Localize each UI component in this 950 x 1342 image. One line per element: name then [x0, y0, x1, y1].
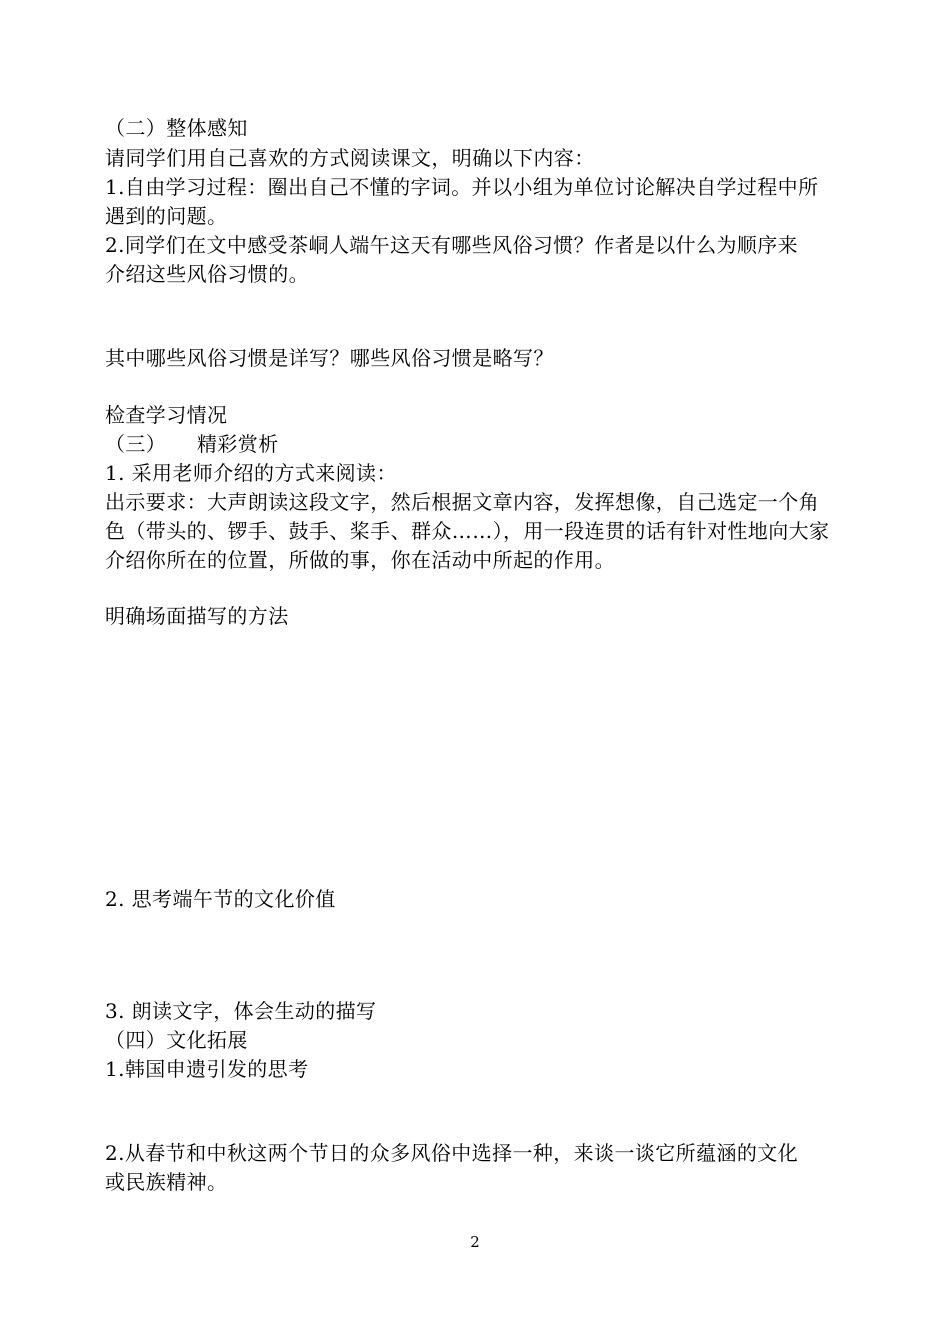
- section-heading-overall-perception: （二）整体感知: [105, 116, 248, 140]
- section-heading-appreciation: （三） 精彩赏析: [105, 432, 279, 456]
- extension-item-2-line-2: 或民族精神。: [105, 1170, 228, 1194]
- extension-item-1: 1.韩国申遗引发的思考: [105, 1057, 309, 1081]
- appreciation-item-2: 2. 思考端午节的文化价值: [105, 887, 336, 911]
- scene-description-method: 明确场面描写的方法: [105, 604, 289, 628]
- requirement-line-2: 色（带头的、锣手、鼓手、桨手、群众……），用一段连贯的话有针对性地向大家: [105, 519, 830, 543]
- task-2-line-1: 2.同学们在文中感受茶峒人端午这天有哪些风俗习惯？作者是以什么为顺序来: [105, 233, 799, 257]
- check-learning: 检查学习情况: [105, 403, 228, 427]
- appreciation-item-3: 3. 朗读文字，体会生动的描写: [105, 999, 377, 1023]
- requirement-line-3: 介绍你所在的位置，所做的事，你在活动中所起的作用。: [105, 548, 615, 572]
- task-1-line-1: 1.自由学习过程：圈出自己不懂的字词。并以小组为单位讨论解决自学过程中所: [105, 175, 819, 199]
- requirement-line-1: 出示要求：大声朗读这段文字，然后根据文章内容，发挥想像，自己选定一个角: [105, 490, 819, 514]
- question-detailed-brief: 其中哪些风俗习惯是详写？哪些风俗习惯是略写？: [105, 346, 554, 370]
- instruction-read-text: 请同学们用自己喜欢的方式阅读课文，明确以下内容：: [105, 146, 595, 170]
- task-2-line-2: 介绍这些风俗习惯的。: [105, 262, 309, 286]
- appreciation-item-1: 1. 采用老师介绍的方式来阅读：: [105, 461, 397, 485]
- page-number: 2: [470, 1233, 480, 1251]
- task-1-line-2: 遇到的问题。: [105, 204, 228, 228]
- extension-item-2-line-1: 2.从春节和中秋这两个节日的众多风俗中选择一种，来谈一谈它所蕴涵的文化: [105, 1141, 799, 1165]
- section-heading-cultural-extension: （四）文化拓展: [105, 1028, 248, 1052]
